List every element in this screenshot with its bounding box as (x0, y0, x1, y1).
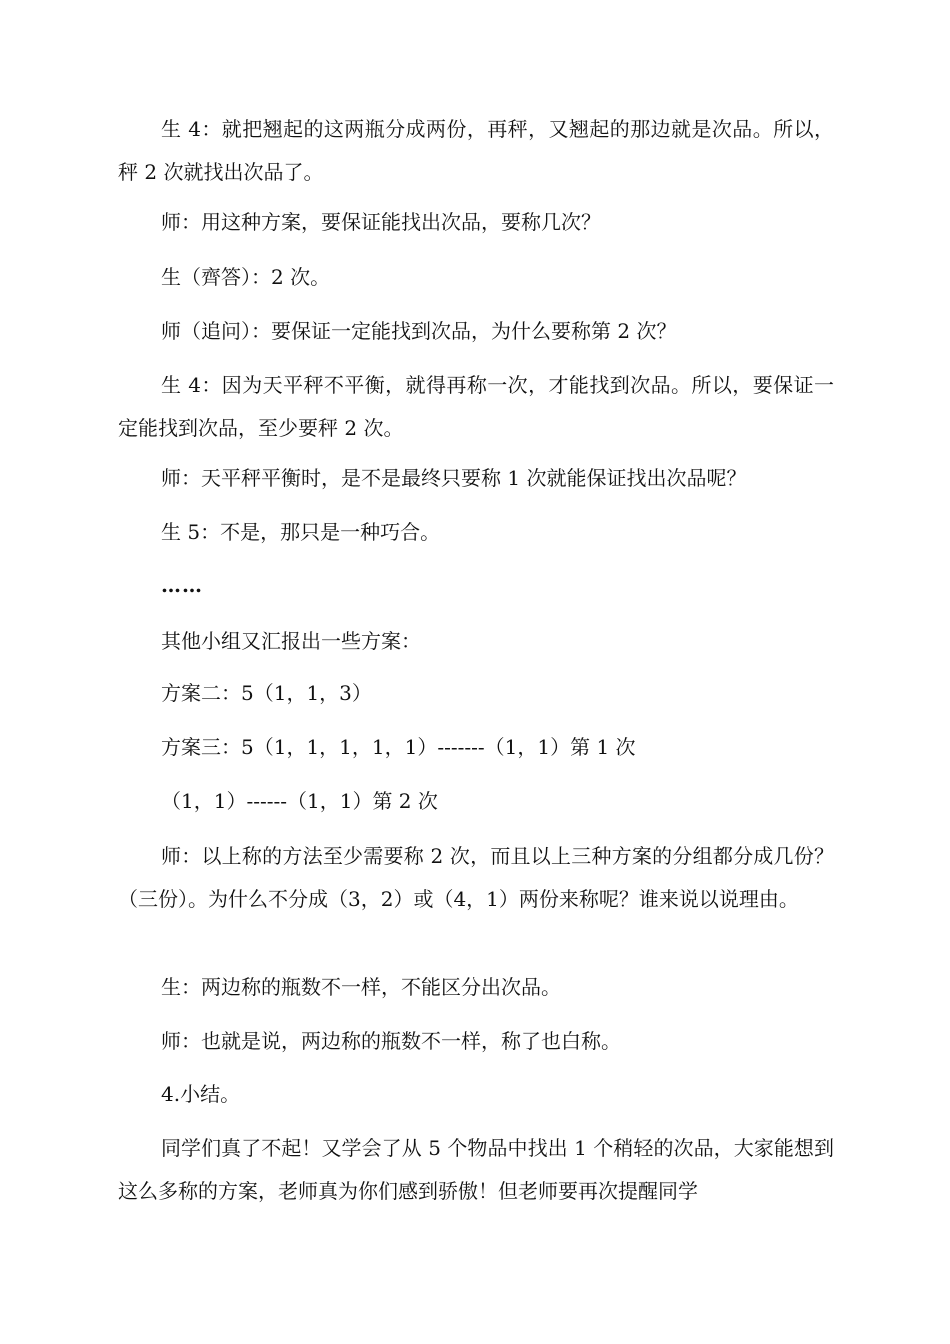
paragraph-ellipsis: …… (161, 573, 203, 597)
paragraph-summary-text: 同学们真了不起！又学会了从 5 个物品中找出 1 个稍轻的次品，大家能想到这么多称的方案，老师真为你们感到骄傲！但老师要再次提醒同学 (118, 1136, 834, 1203)
paragraph-student5-answer: 生 5：不是，那只是一种巧合。 (161, 520, 441, 544)
paragraph-teacher-conclusion: 师：也就是说，两边称的瓶数不一样，称了也白称。 (161, 1029, 621, 1053)
paragraph-plan-three: 方案三：5（1，1，1，1，1）-------（1，1）第 1 次 (161, 735, 636, 759)
paragraph-plan-two: 方案二：5（1，1，3） (161, 681, 372, 705)
paragraph-class-answer: 生（齊答）：2 次。 (161, 265, 331, 289)
paragraph-teacher-question: 师：用这种方案，要保证能找出次品，要称几次？ (161, 210, 601, 234)
section-heading-summary: 4.小结。 (161, 1082, 241, 1106)
paragraph-student4-explanation: 生 4：就把翘起的这两瓶分成两份，再秤，又翘起的那边就是次品。所以，秤 2 次就找出次品了。 (118, 117, 834, 184)
paragraph-teacher-summary-question: 师：以上称的方法至少需要称 2 次，而且以上三种方案的分组都分成几份？（三份）。为什么不分成（3，2）或（4，1）两份来称呢？谁来说以说理由。 (118, 844, 834, 911)
paragraph-student4-reason: 生 4：因为天平秤不平衡，就得再称一次，才能找到次品。所以，要保证一定能找到次品，至少要秤 2 次。 (118, 373, 834, 440)
paragraph-other-groups: 其他小组又汇报出一些方案： (161, 629, 421, 653)
paragraph-teacher-balance-question: 师：天平秤平衡时，是不是最终只要称 1 次就能保证找出次品呢？ (161, 466, 747, 490)
paragraph-teacher-followup: 师（追问）：要保证一定能找到次品，为什么要称第 2 次？ (161, 319, 677, 343)
paragraph-student-answer: 生：两边称的瓶数不一样，不能区分出次品。 (161, 975, 561, 999)
paragraph-plan-three-second-step: （1，1）------（1，1）第 2 次 (161, 789, 438, 813)
